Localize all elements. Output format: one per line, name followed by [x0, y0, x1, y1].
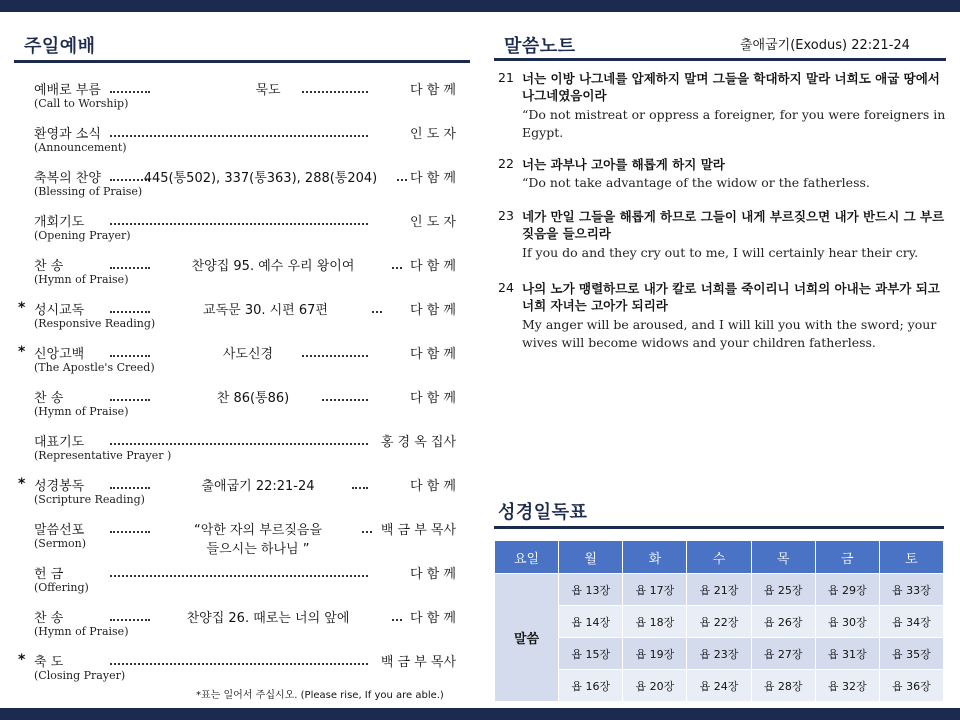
- reading-plan-table: [494, 540, 944, 702]
- item-name: 대표기도: [34, 435, 85, 450]
- leader-dots: [110, 565, 368, 577]
- worship-item: [18, 384, 462, 428]
- day-header: 목: [751, 541, 815, 574]
- reading-cell: 욥 27장: [751, 638, 815, 670]
- item-name: 개회기도: [34, 215, 85, 230]
- verse-korean: 나의 노가 맹렬하므로 내가 칼로 너희를 죽이리니 너희의 아내는 과부가 되고 너희 자녀는 고아가 되리라: [522, 281, 940, 313]
- worship-item: [18, 252, 462, 296]
- day-header: 요일: [495, 541, 559, 574]
- item-name: 성경봉독: [34, 479, 85, 494]
- worship-item: [18, 428, 462, 472]
- reading-cell: 욥 33장: [879, 574, 943, 606]
- item-english: (Representative Prayer ): [34, 449, 172, 462]
- item-english: (Hymn of Praise): [34, 625, 129, 638]
- leader-dots: [302, 345, 368, 357]
- item-leader: 다 함 께: [410, 259, 456, 274]
- leader-dots: [110, 213, 368, 225]
- day-header: 토: [879, 541, 943, 574]
- worship-title: 주일예배: [24, 36, 96, 57]
- leader-dots: [372, 301, 382, 313]
- item-english: (Offering): [34, 581, 89, 594]
- leader-dots: [110, 653, 368, 665]
- reading-cell: 욥 18장: [623, 606, 687, 638]
- reading-cell: 욥 20장: [623, 670, 687, 702]
- item-leader: 다 함 께: [410, 303, 456, 318]
- item-name: 찬 송: [34, 391, 64, 406]
- leader-dots: [397, 169, 407, 181]
- worship-item: [18, 472, 462, 516]
- standing-footnote: *표는 일어서 주십시오. (Please rise, If you are able.): [196, 690, 444, 701]
- item-detail: 찬 86(통86): [216, 391, 290, 406]
- reading-cell: 욥 16장: [559, 670, 623, 702]
- worship-item: [18, 76, 462, 120]
- item-english: (Blessing of Praise): [34, 185, 143, 198]
- reading-row: [495, 670, 944, 702]
- item-english: (Sermon): [34, 537, 87, 550]
- item-name: 찬 송: [34, 611, 64, 626]
- item-detail: “악한 자의 부르짖음을: [193, 523, 323, 538]
- day-header: 화: [623, 541, 687, 574]
- worship-item: [18, 516, 462, 560]
- item-leader: 다 함 께: [410, 479, 456, 494]
- bottom-bar: [0, 708, 960, 720]
- leader-dots: [352, 477, 368, 489]
- item-name: 찬 송: [34, 259, 64, 274]
- worship-title-rule: [14, 60, 470, 63]
- item-name: 환영과 소식: [34, 127, 101, 142]
- verse-number: 21: [498, 70, 514, 85]
- item-name: 축복의 찬양: [34, 171, 101, 186]
- item-name: 성시교독: [34, 303, 85, 318]
- item-leader: 다 함 께: [410, 611, 456, 626]
- reading-cell: 욥 21장: [687, 574, 751, 606]
- stand-marker: *: [18, 300, 26, 316]
- item-detail: 묵도: [255, 83, 281, 98]
- item-name: 축 도: [34, 655, 64, 670]
- reading-cell: 욥 24장: [687, 670, 751, 702]
- leader-dots: [110, 389, 150, 401]
- worship-item: [18, 604, 462, 648]
- item-detail: 사도신경: [222, 347, 274, 362]
- reading-cell: 욥 31장: [815, 638, 879, 670]
- leader-dots: [110, 81, 150, 93]
- item-english: (Hymn of Praise): [34, 273, 129, 286]
- verse-english: My anger will be aroused, and I will kill you with the sword; your wives will become widows and your children fatherless.: [522, 317, 937, 350]
- scripture-reference: 출애굽기(Exodus) 22:21-24: [740, 38, 910, 53]
- item-name: 헌 금: [34, 567, 64, 582]
- day-header: 수: [687, 541, 751, 574]
- item-leader: 다 함 께: [410, 83, 456, 98]
- reading-cell: 욥 14장: [559, 606, 623, 638]
- worship-item: [18, 340, 462, 384]
- reading-title-rule: [494, 526, 944, 529]
- worship-item: [18, 296, 462, 340]
- reading-cell: 욥 15장: [559, 638, 623, 670]
- item-english: (Hymn of Praise): [34, 405, 129, 418]
- item-detail: 출애굽기 22:21-24: [201, 479, 315, 494]
- verse-english: “Do not mistreat or oppress a foreigner, for you were foreigners in Egypt.: [522, 107, 946, 140]
- reading-cell: 욥 13장: [559, 574, 623, 606]
- reading-row: [495, 638, 944, 670]
- item-english: (Announcement): [34, 141, 127, 154]
- item-leader: 다 함 께: [410, 347, 456, 362]
- leader-dots: [302, 81, 368, 93]
- worship-item: [18, 120, 462, 164]
- item-english: (Opening Prayer): [34, 229, 131, 242]
- reading-row: [495, 574, 944, 606]
- reading-title: 성경일독표: [498, 502, 588, 523]
- item-english: (Closing Prayer): [34, 669, 126, 682]
- leader-dots: [392, 609, 402, 621]
- item-detail: 찬양집 95. 예수 우리 왕이여: [191, 259, 355, 274]
- leader-dots: [110, 477, 150, 489]
- item-detail: 교독문 30. 시편 67편: [203, 303, 328, 318]
- top-bar: [0, 0, 960, 12]
- item-english: (The Apostle's Creed): [34, 361, 155, 374]
- leader-dots: [110, 257, 150, 269]
- notes-title: 말씀노트: [504, 36, 576, 57]
- leader-dots: [110, 345, 150, 357]
- worship-item: [18, 560, 462, 604]
- reading-cell: 욥 30장: [815, 606, 879, 638]
- item-leader: 인 도 자: [410, 127, 456, 142]
- verse-number: 22: [498, 156, 514, 171]
- reading-cell: 욥 25장: [751, 574, 815, 606]
- leader-dots: [110, 609, 150, 621]
- item-detail-line2: 들으시는 하나님 ”: [206, 542, 310, 557]
- item-leader: 백 금 부 목사: [380, 523, 456, 538]
- reading-cell: 욥 26장: [751, 606, 815, 638]
- reading-cell: 욥 17장: [623, 574, 687, 606]
- leader-dots: [322, 389, 368, 401]
- reading-row: [495, 606, 944, 638]
- row-label: 말씀: [495, 574, 559, 702]
- item-name: 예배로 부름: [34, 83, 101, 98]
- item-leader: 백 금 부 목사: [380, 655, 456, 670]
- reading-cell: 욥 35장: [879, 638, 943, 670]
- item-english: (Responsive Reading): [34, 317, 156, 330]
- item-english: (Call to Worship): [34, 97, 129, 110]
- stand-marker: *: [18, 476, 26, 492]
- leader-dots: [110, 521, 150, 533]
- item-detail: 찬양집 26. 때로는 너의 앞에: [186, 611, 350, 626]
- item-detail: 445(통502), 337(통363), 288(통204): [143, 171, 378, 186]
- reading-cell: 욥 34장: [879, 606, 943, 638]
- reading-cell: 욥 23장: [687, 638, 751, 670]
- item-leader: 다 함 께: [410, 567, 456, 582]
- reading-cell: 욥 22장: [687, 606, 751, 638]
- leader-dots: [110, 433, 368, 445]
- verse-korean: 너는 이방 나그네를 압제하지 말며 그들을 학대하지 말라 너희도 애굽 땅에서 나그네였음이라: [522, 71, 940, 103]
- reading-cell: 욥 29장: [815, 574, 879, 606]
- verse-number: 23: [498, 208, 514, 223]
- item-leader: 다 함 께: [410, 391, 456, 406]
- item-leader: 인 도 자: [410, 215, 456, 230]
- day-header: 금: [815, 541, 879, 574]
- reading-cell: 욥 19장: [623, 638, 687, 670]
- leader-dots: [362, 521, 372, 533]
- reading-cell: 욥 32장: [815, 670, 879, 702]
- reading-cell: 욥 28장: [751, 670, 815, 702]
- stand-marker: *: [18, 652, 26, 668]
- verse-english: If you do and they cry out to me, I will certainly hear their cry.: [522, 245, 919, 260]
- worship-item: [18, 208, 462, 252]
- item-leader: 홍 경 옥 집사: [380, 435, 456, 450]
- leader-dots: [110, 301, 150, 313]
- worship-item: [18, 164, 462, 208]
- verse-korean: 너는 과부나 고아를 해롭게 하지 말라: [522, 157, 725, 172]
- reading-cell: 욥 36장: [879, 670, 943, 702]
- notes-title-rule: [494, 58, 946, 61]
- item-leader: 다 함 께: [410, 171, 456, 186]
- verse-korean: 네가 만일 그들을 해롭게 하므로 그들이 내게 부르짖으면 내가 반드시 그 부르짖음을 들으리라: [522, 209, 945, 241]
- day-header: 월: [559, 541, 623, 574]
- verse-english: “Do not take advantage of the widow or the fatherless.: [522, 175, 870, 190]
- item-english: (Scripture Reading): [34, 493, 145, 506]
- reading-header-row: [495, 541, 944, 574]
- item-name: 신앙고백: [34, 347, 85, 362]
- leader-dots: [392, 257, 402, 269]
- verse-number: 24: [498, 280, 514, 295]
- leader-dots: [110, 125, 368, 137]
- stand-marker: *: [18, 344, 26, 360]
- item-name: 말씀선포: [34, 523, 85, 538]
